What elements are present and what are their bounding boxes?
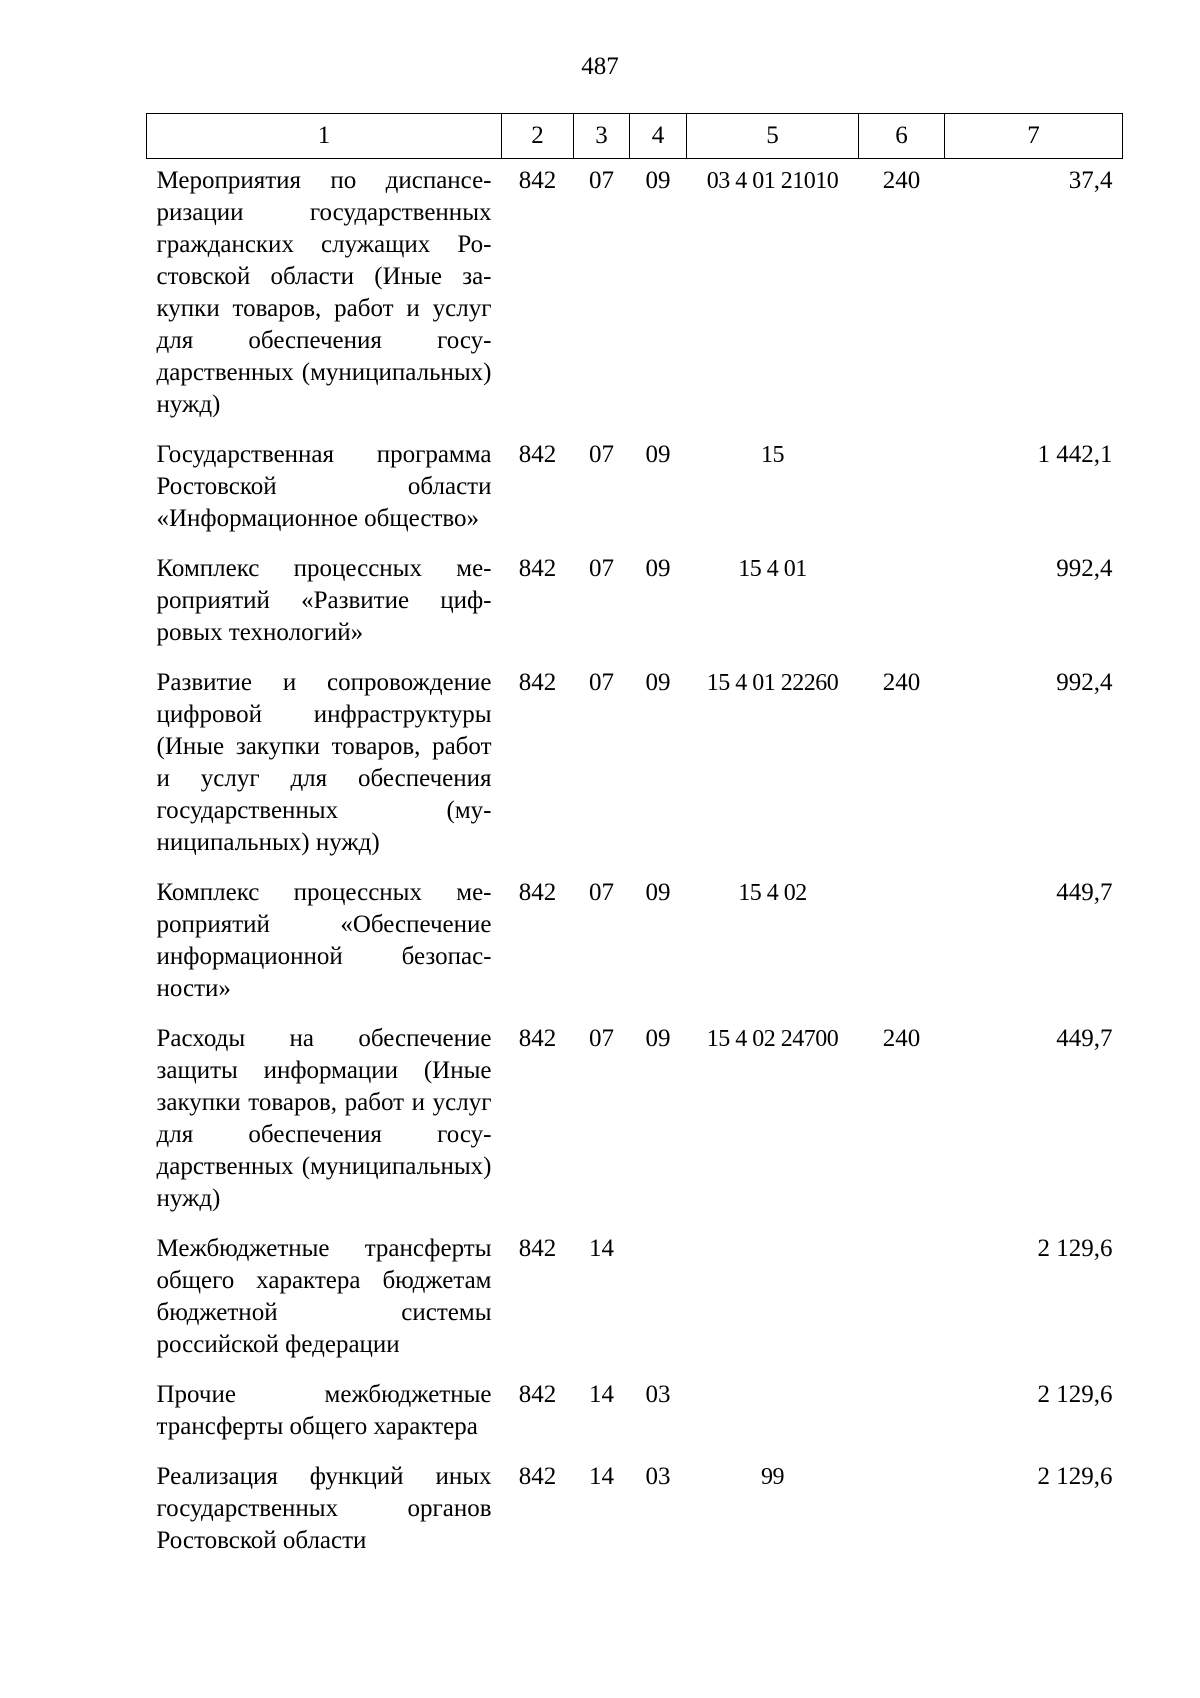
row-ministry-code: 842 — [518, 1463, 557, 1490]
row-section-code: 07 — [589, 879, 614, 906]
budget-table-container — [146, 113, 1122, 1567]
row-section-code: 07 — [589, 669, 614, 696]
budget-table — [146, 113, 1123, 1567]
row-target-code: 15 4 01 22260 — [706, 670, 839, 696]
table-row — [147, 545, 1123, 659]
table-row — [147, 1015, 1123, 1225]
row-target-code — [687, 1225, 859, 1371]
row-ministry-code: 842 — [518, 1235, 557, 1262]
row-subsection-code: 09 — [645, 1025, 671, 1052]
row-target-code: 15 4 02 24700 — [706, 1026, 839, 1052]
row-ministry-code: 842 — [518, 1381, 557, 1408]
header-col-6: 6 — [859, 114, 945, 159]
row-subsection-code: 09 — [645, 879, 671, 906]
row-name: Комплекс процессных мероприятий «Развитие цифровых технологий» — [156, 555, 492, 646]
row-expense-type — [859, 545, 945, 659]
table-row — [147, 431, 1123, 545]
row-expense-type: 240 — [882, 669, 921, 696]
row-section-code: 14 — [589, 1235, 614, 1262]
row-ministry-code: 842 — [518, 879, 557, 906]
row-ministry-code: 842 — [518, 1025, 557, 1052]
row-section-code: 07 — [589, 441, 614, 468]
table-body — [147, 159, 1123, 1568]
row-expense-type — [859, 431, 945, 545]
table-row — [147, 869, 1123, 1015]
row-subsection-code: 09 — [645, 555, 671, 582]
header-row — [147, 114, 1123, 159]
row-section-code: 14 — [589, 1463, 614, 1490]
row-section-code: 07 — [589, 1025, 614, 1052]
row-target-code: 99 — [761, 1464, 784, 1490]
row-subsection-code: 09 — [645, 441, 671, 468]
row-expense-type — [859, 1225, 945, 1371]
row-amount: 2 129,6 — [1037, 1463, 1113, 1490]
row-amount: 2 129,6 — [1037, 1235, 1113, 1262]
row-name: Межбюджетные трансферты общего характера бюджетам бюджетной системы российской федерации — [156, 1235, 492, 1358]
row-expense-type — [859, 1453, 945, 1567]
row-name: Государственная программа Ростовской области «Информационное общество» — [156, 441, 492, 532]
row-amount: 37,4 — [1068, 167, 1113, 194]
row-subsection-code: 03 — [645, 1381, 671, 1408]
row-ministry-code: 842 — [518, 669, 557, 696]
row-expense-type: 240 — [882, 167, 921, 194]
row-section-code: 07 — [589, 555, 614, 582]
header-col-1: 1 — [147, 114, 502, 159]
row-name: Мероприятия по диспансеризации государственных гражданских служащих Ростовской области (Иные закупки товаров, работ и услуг для обеспечения государственных (муниципальных) нужд) — [156, 167, 492, 418]
row-target-code: 15 4 02 — [738, 880, 807, 906]
header-col-5: 5 — [687, 114, 859, 159]
page-number: 487 — [581, 53, 619, 80]
table-row — [147, 1453, 1123, 1567]
row-subsection-code: 09 — [645, 669, 671, 696]
header-col-7: 7 — [945, 114, 1123, 159]
row-expense-type: 240 — [882, 1025, 921, 1052]
row-expense-type — [859, 869, 945, 1015]
row-section-code: 14 — [589, 1381, 614, 1408]
row-name: Комплекс процессных мероприятий «Обеспечение информационной безопасности» — [156, 879, 492, 1002]
row-subsection-code: 09 — [645, 167, 671, 194]
table-row — [147, 1225, 1123, 1371]
row-amount: 449,7 — [1056, 1025, 1113, 1052]
table-row — [147, 659, 1123, 869]
row-target-code: 03 4 01 21010 — [706, 168, 839, 194]
row-amount: 2 129,6 — [1037, 1381, 1113, 1408]
row-target-code — [687, 1371, 859, 1453]
row-expense-type — [859, 1371, 945, 1453]
header-col-4: 4 — [630, 114, 687, 159]
row-name: Реализация функций иных государственных органов Ростовской области — [156, 1463, 492, 1554]
header-col-2: 2 — [502, 114, 574, 159]
row-name: Прочие межбюджетные трансферты общего характера — [156, 1381, 492, 1440]
table-header — [147, 114, 1123, 159]
row-subsection-code: 03 — [645, 1463, 671, 1490]
row-amount: 449,7 — [1056, 879, 1113, 906]
row-ministry-code: 842 — [518, 167, 557, 194]
header-col-3: 3 — [574, 114, 630, 159]
row-target-code: 15 4 01 — [738, 556, 807, 582]
table-row — [147, 159, 1123, 432]
row-ministry-code: 842 — [518, 441, 557, 468]
row-target-code: 15 — [761, 442, 784, 468]
row-name: Расходы на обеспечение защиты информации (Иные закупки товаров, работ и услуг для обеспечения государственных (муниципальных) нужд) — [156, 1025, 492, 1212]
table-row — [147, 1371, 1123, 1453]
row-amount: 992,4 — [1056, 669, 1113, 696]
row-subsection-code — [630, 1225, 687, 1371]
row-amount: 1 442,1 — [1037, 441, 1113, 468]
row-name: Развитие и сопровождение цифровой инфраструктуры (Иные закупки товаров, работ и услуг для обеспечения государственных (муниципальных) нужд) — [156, 669, 492, 856]
row-ministry-code: 842 — [518, 555, 557, 582]
row-amount: 992,4 — [1056, 555, 1113, 582]
row-section-code: 07 — [589, 167, 614, 194]
